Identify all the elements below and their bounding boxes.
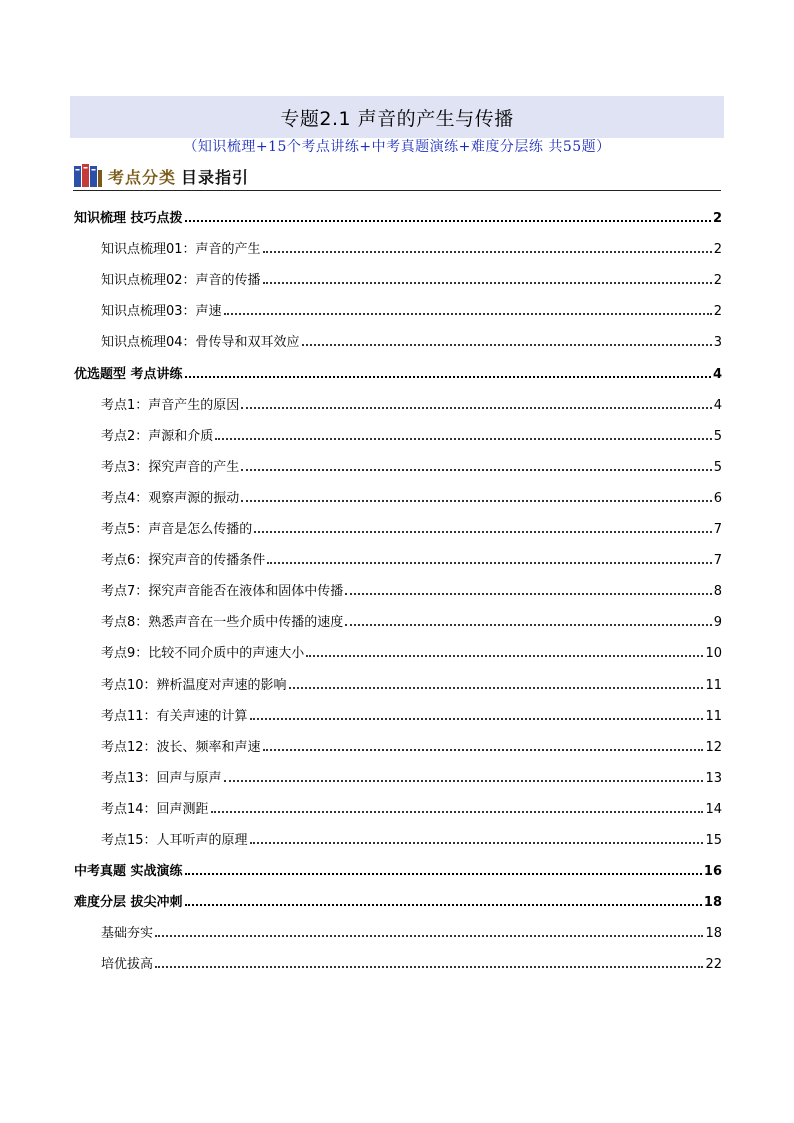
toc-leader-dots xyxy=(215,438,711,440)
toc-leader-dots xyxy=(306,655,703,657)
toc-entry-title: 知识点梳理02：声音的传播 xyxy=(101,273,261,289)
section-header xyxy=(73,162,721,191)
toc-entry[interactable] xyxy=(101,455,722,475)
toc-entry-title: 考点9：比较不同介质中的声速大小 xyxy=(101,646,305,662)
toc-entry-page: 8 xyxy=(713,584,722,600)
toc-entry[interactable] xyxy=(101,299,722,319)
toc-entry[interactable] xyxy=(101,921,722,941)
toc-entry-page: 5 xyxy=(713,428,722,444)
toc-entry-page: 12 xyxy=(705,739,722,755)
toc-entry-title: 考点1：声音产生的原因 xyxy=(101,397,240,413)
section-heading xyxy=(108,165,249,188)
toc-leader-dots xyxy=(224,313,712,315)
toc-leader-dots xyxy=(185,904,702,906)
toc-entry-page: 7 xyxy=(713,522,722,537)
toc-leader-dots xyxy=(241,469,711,471)
toc-leader-dots xyxy=(263,282,712,284)
toc-entry-page: 22 xyxy=(705,957,722,973)
toc-entry-page: 10 xyxy=(705,646,722,662)
section-label-b: 目录指引 xyxy=(181,168,250,187)
toc-leader-dots xyxy=(155,935,703,937)
document-title: 专题2.1 声音的产生与传播 xyxy=(280,107,514,130)
toc-entry-title: 知识点梳理01：声音的产生 xyxy=(101,242,261,258)
toc-entry[interactable] xyxy=(74,206,722,226)
toc-leader-dots xyxy=(267,562,711,564)
toc-entry[interactable] xyxy=(101,330,722,350)
toc-entry-page: 6 xyxy=(713,490,722,506)
toc-leader-dots xyxy=(250,718,704,720)
toc-entry[interactable] xyxy=(101,735,722,755)
toc-leader-dots xyxy=(241,500,711,502)
toc-entry-title: 培优拔高 xyxy=(101,957,154,973)
toc-entry[interactable] xyxy=(74,890,722,910)
toc-leader-dots xyxy=(241,407,711,409)
toc-entry[interactable] xyxy=(101,641,722,661)
toc-entry-title: 难度分层 拔尖冲刺 xyxy=(74,895,183,911)
toc-entry-title: 考点14：回声测距 xyxy=(101,801,209,817)
toc-entry-page: 2 xyxy=(713,273,722,289)
toc-entry-title: 考点6：探究声音的传播条件 xyxy=(101,553,266,569)
toc-entry[interactable] xyxy=(101,579,722,599)
toc-entry-title: 考点5：声音是怎么传播的 xyxy=(101,522,253,537)
toc-entry[interactable] xyxy=(101,952,722,972)
toc-leader-dots xyxy=(263,251,712,253)
toc-entry[interactable] xyxy=(101,548,722,568)
toc-entry-title: 考点7：探究声音能否在液体和固体中传播 xyxy=(101,584,344,600)
toc-leader-dots xyxy=(345,593,711,595)
toc-entry-page: 4 xyxy=(713,397,722,413)
toc-entry-page: 4 xyxy=(712,366,722,382)
toc-leader-dots xyxy=(155,966,703,968)
toc-entry-page: 7 xyxy=(713,553,722,569)
toc-entry-page: 2 xyxy=(712,211,722,226)
toc-leader-dots xyxy=(224,780,704,782)
toc-entry-page: 3 xyxy=(713,335,722,351)
toc-leader-dots xyxy=(263,749,704,751)
toc-entry-title: 考点12：波长、频率和声速 xyxy=(101,739,261,755)
toc-entry[interactable] xyxy=(101,237,722,257)
toc-entry[interactable] xyxy=(101,610,722,630)
toc-entry[interactable] xyxy=(101,766,722,786)
toc-leader-dots xyxy=(185,376,711,378)
section-label-a: 考点分类 xyxy=(108,168,177,187)
toc-entry-title: 考点2：声源和介质 xyxy=(101,428,214,444)
toc-entry-page: 11 xyxy=(705,677,722,693)
toc-entry[interactable] xyxy=(101,704,722,724)
toc-entry[interactable] xyxy=(101,673,722,693)
toc-entry-title: 考点3：探究声音的产生 xyxy=(101,459,240,475)
toc-entry-page: 18 xyxy=(705,926,722,942)
toc-leader-dots xyxy=(289,687,704,689)
toc-entry[interactable] xyxy=(101,393,722,413)
toc-entry-title: 考点11：有关声速的计算 xyxy=(101,708,248,724)
toc-entry-page: 11 xyxy=(705,708,722,724)
toc-leader-dots xyxy=(185,220,711,222)
toc-entry[interactable] xyxy=(101,424,722,444)
toc-entry-title: 考点13：回声与原声 xyxy=(101,770,222,786)
document-subtitle: （知识梳理+15个考点讲练+中考真题演练+难度分层练 共55题） xyxy=(183,139,611,155)
document-title-bar xyxy=(70,96,724,138)
toc-entry-page: 9 xyxy=(713,615,722,631)
toc-leader-dots xyxy=(302,344,712,346)
toc-entry-page: 2 xyxy=(713,304,722,320)
toc-entry-page: 13 xyxy=(705,770,722,786)
toc-entry[interactable] xyxy=(74,859,722,879)
toc-leader-dots xyxy=(254,531,711,533)
toc-leader-dots xyxy=(345,624,711,626)
toc-entry-page: 18 xyxy=(703,895,722,911)
toc-entry-title: 知识点梳理04：骨传导和双耳效应 xyxy=(101,335,300,351)
toc-entry-title: 中考真题 实战演练 xyxy=(74,864,183,880)
toc-entry-page: 5 xyxy=(713,459,722,475)
toc-entry-title: 考点8：熟悉声音在一些介质中传播的速度 xyxy=(101,615,344,631)
books-icon xyxy=(73,164,103,188)
toc-entry[interactable] xyxy=(101,268,722,288)
toc-entry-title: 知识点梳理03：声速 xyxy=(101,304,222,320)
toc-entry-page: 15 xyxy=(705,833,722,848)
toc-entry-title: 考点10：辨析温度对声速的影响 xyxy=(101,677,287,693)
toc-entry-title: 优选题型 考点讲练 xyxy=(74,366,183,382)
toc-entry[interactable] xyxy=(101,517,722,537)
toc-entry-title: 基础夯实 xyxy=(101,926,154,942)
toc-leader-dots xyxy=(185,873,702,875)
toc-entry-page: 14 xyxy=(705,801,722,817)
toc-entry-page: 16 xyxy=(703,864,722,880)
toc-entry[interactable] xyxy=(101,486,722,506)
toc-leader-dots xyxy=(250,842,704,844)
toc-entry-title: 考点15：人耳听声的原理 xyxy=(101,833,248,848)
toc-entry-title: 考点4：观察声源的振动 xyxy=(101,490,240,506)
toc-entry[interactable] xyxy=(74,362,722,382)
toc-entry[interactable] xyxy=(101,828,722,848)
toc-entry[interactable] xyxy=(101,797,722,817)
toc-entry-page: 2 xyxy=(713,242,722,258)
toc-leader-dots xyxy=(211,811,704,813)
toc-entry-title: 知识梳理 技巧点拨 xyxy=(74,211,183,226)
